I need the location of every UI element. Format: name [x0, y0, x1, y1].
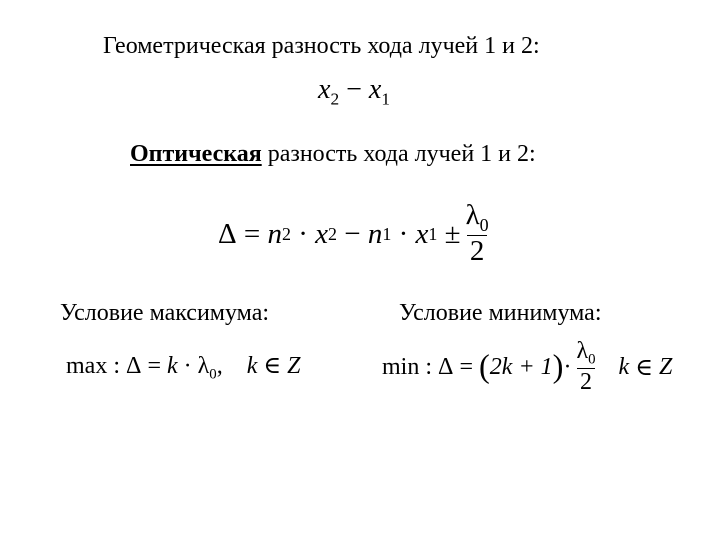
geometric-heading: Геометрическая разность хода лучей 1 и 2: — [103, 33, 540, 59]
maximum-formula: max : $\Delta = k \cdot \lambda_0$, k ∈ Z — [66, 353, 301, 383]
optical-heading-bold: Оптическая — [130, 141, 262, 167]
optical-heading — [130, 141, 536, 168]
maximum-label: Условие максимума: — [60, 300, 270, 326]
lambda-half-fraction: $\frac{\lambda_0}{2}$ — [465, 199, 489, 267]
optical-formula: Δ = n 2 · x 2 − n 1 · x 1 ± $\frac{\lambda_0}{2}$ — [218, 196, 494, 272]
min-lambda-half-fraction: $\frac{\lambda_0}{2}$ — [576, 337, 596, 395]
minimum-label: Условие минимума: — [399, 300, 602, 326]
minimum-formula: min : Δ = ( 2k + 1 ) · $\frac{\lambda_0}{2}$ k ∈ Z — [382, 337, 673, 395]
optical-heading-rest: разность хода лучей 1 и 2: — [261, 141, 536, 167]
geometric-formula: $x_2 - x_1$ — [318, 74, 391, 109]
